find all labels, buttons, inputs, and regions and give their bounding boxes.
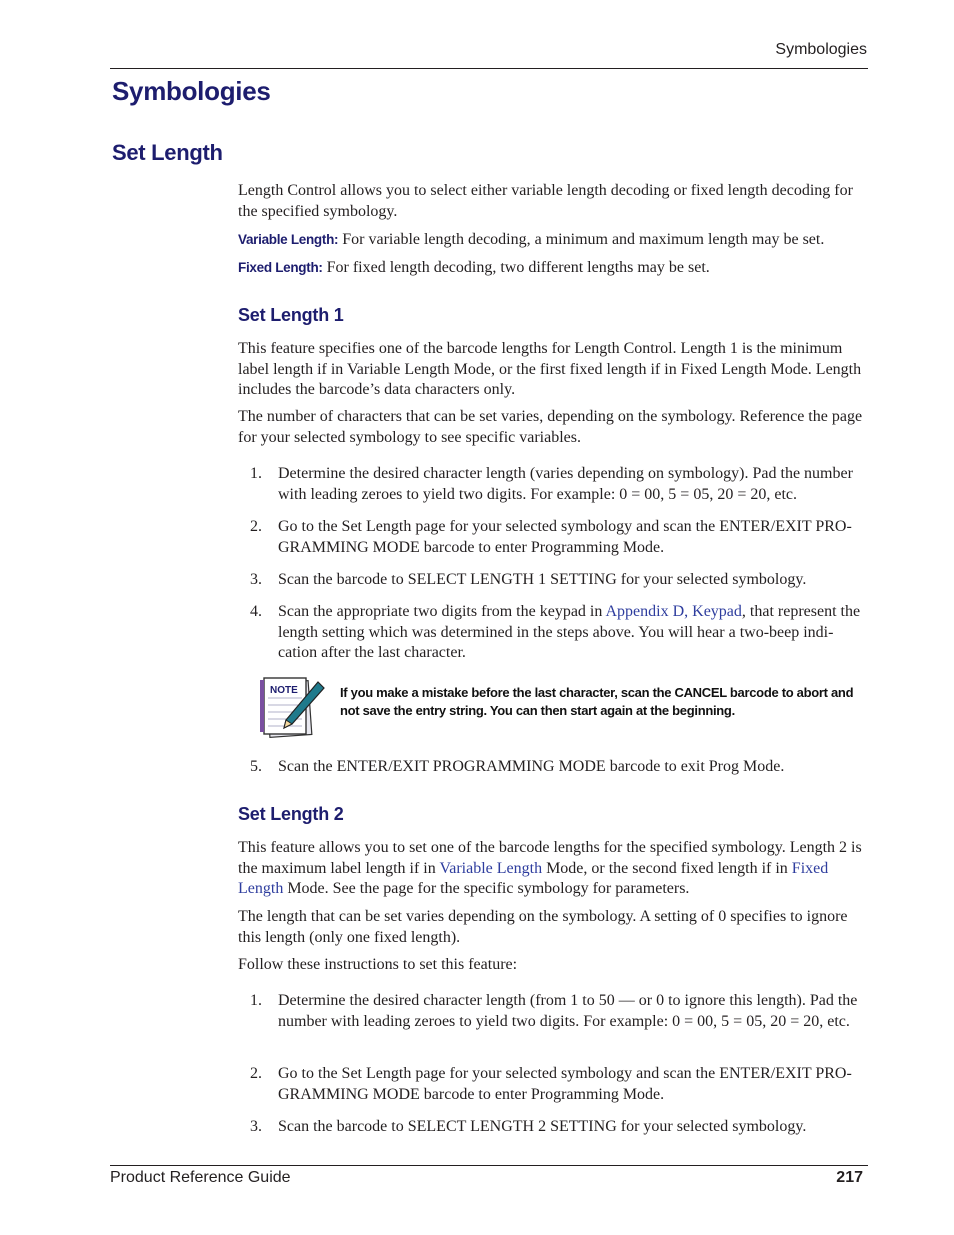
- length2-paragraph-3: Follow these instructions to set this feature:: [238, 956, 518, 973]
- length1-paragraph-2: The number of characters that can be set varies, depending on the symbology. Reference the page for your selected symbology to see specific variables.: [238, 408, 863, 446]
- chapter-title: Symbologies: [112, 76, 271, 106]
- list-text-part: , that represent the length setting which was determined in the steps above. You will hear a two-beep indi-cation after the last character.: [278, 603, 861, 661]
- list-number: 3.: [250, 1118, 262, 1135]
- list-number: 2.: [250, 518, 262, 535]
- variable-length-term: Variable Length:: [238, 232, 339, 247]
- length1-paragraph-1: This feature specifies one of the barcode lengths for Length Control. Length 1 is the minimum label length if in Variable Length Mode, or the first fixed length if in Fixed Length Mode. Length includes the barcode’s data characters only.: [238, 340, 862, 398]
- running-header: Symbologies: [775, 41, 867, 58]
- list-text: [278, 602, 870, 664]
- list-text: Determine the desired character length (varies depending on symbology). Pad the number with leading zeroes to yield two digits. For example: 0 = 00, 5 = 05, 20 = 20, etc.: [278, 465, 853, 503]
- list-number: 4.: [250, 603, 262, 620]
- list-item: [238, 570, 870, 591]
- list-number: 3.: [250, 571, 262, 588]
- list-item: [238, 1064, 870, 1105]
- list-number: 5.: [250, 758, 262, 775]
- list-number: 2.: [250, 1065, 262, 1082]
- paragraph-text-part: Mode. See the page for the specific symbology for parameters.: [283, 880, 690, 897]
- list-item: [238, 517, 870, 558]
- paragraph-text-part: This feature allows you to set one of the barcode lengths for the specified symbology. Length 2 is the maximum label length if in: [238, 839, 862, 877]
- fixed-length-term: Fixed Length:: [238, 260, 323, 275]
- section-title-set-length: Set Length: [112, 140, 223, 165]
- length2-paragraph-1: [238, 838, 870, 900]
- variable-length-link[interactable]: Variable Length: [439, 859, 543, 877]
- footer-rule: [110, 1165, 868, 1166]
- intro-paragraph: Length Control allows you to select either variable length decoding or fixed length decoding for the specified symbology.: [238, 182, 853, 220]
- list-text: Scan the ENTER/EXIT PROGRAMMING MODE barcode to exit Prog Mode.: [278, 758, 785, 775]
- list-text: Go to the Set Length page for your selected symbology and scan the ENTER/EXIT PRO-GRAMMING MODE barcode to enter Programming Mode.: [278, 518, 852, 556]
- fixed-length-text: For fixed length decoding, two different lengths may be set.: [322, 259, 710, 276]
- note-text: If you make a mistake before the last character, scan the CANCEL barcode to abort and not save the entry string. You can then start again at the beginning.: [340, 685, 854, 718]
- subsection-title-length-1: Set Length 1: [238, 305, 344, 325]
- list-item: [238, 991, 870, 1032]
- list-text: Scan the barcode to SELECT LENGTH 2 SETTING for your selected symbology.: [278, 1118, 807, 1135]
- header-rule: [110, 68, 868, 69]
- list-number: 1.: [250, 465, 262, 482]
- paragraph-text-part: Mode, or the second fixed length if in: [542, 859, 792, 877]
- list-item: [238, 757, 870, 778]
- list-number: 1.: [250, 992, 262, 1009]
- note-pencil-icon: [258, 668, 326, 740]
- variable-length-text: For variable length decoding, a minimum and maximum length may be set.: [338, 231, 825, 248]
- list-text: Determine the desired character length (from 1 to 50 — or 0 to ignore this length). Pad the number with leading zeroes to yield two digits. For example: 0 = 00, 5 = 05, 20 = 20, etc.: [278, 992, 858, 1030]
- fixed-length-definition: [238, 258, 870, 279]
- subsection-title-length-2: Set Length 2: [238, 804, 344, 824]
- list-text: Go to the Set Length page for your selected symbology and scan the ENTER/EXIT PRO-GRAMMING MODE barcode to enter Programming Mode.: [278, 1065, 852, 1103]
- variable-length-definition: [238, 230, 870, 251]
- list-text-part: Scan the appropriate two digits from the keypad in: [278, 603, 606, 620]
- page-number: 217: [836, 1169, 863, 1186]
- list-item: [238, 1117, 870, 1138]
- list-item: [238, 602, 870, 664]
- list-text: Scan the barcode to SELECT LENGTH 1 SETTING for your selected symbology.: [278, 571, 807, 588]
- list-item: [238, 464, 870, 505]
- length2-paragraph-2: The length that can be set varies depending on the symbology. A setting of 0 specifies to ignore this length (only one fixed length).: [238, 908, 848, 946]
- fixed-length-link[interactable]: Fixed Length: [238, 859, 829, 897]
- footer-guide-title: Product Reference Guide: [110, 1169, 291, 1186]
- appendix-keypad-link[interactable]: Appendix D, Keypad: [605, 603, 742, 620]
- note-label: NOTE: [270, 685, 298, 696]
